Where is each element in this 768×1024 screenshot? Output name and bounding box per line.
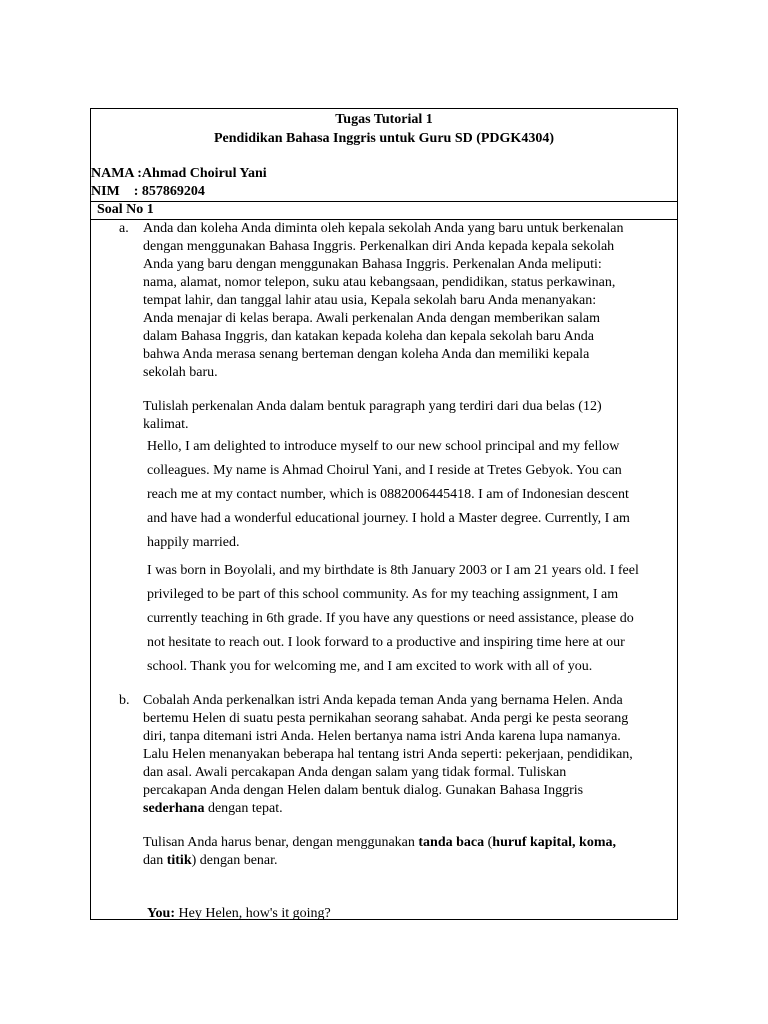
instruction-line: Tulislah perkenalan Anda dalam bentuk paragraph yang terdiri dari dua belas (12) bbox=[143, 399, 602, 414]
note-line-2 bbox=[143, 852, 616, 870]
question-b-line: Lalu Helen menanyakan beberapa hal tentang istri Anda seperti: pekerjaan, pendidikan, bbox=[143, 747, 633, 762]
answer-line: reach me at my contact number, which is 0882006445418. I am of Indonesian descent bbox=[147, 487, 629, 502]
question-a-line: dengan menggunakan Bahasa Inggris. Perkenalkan diri Anda kepada kepala sekolah bbox=[143, 239, 615, 254]
dialog-line bbox=[147, 905, 331, 923]
note-text: Tulisan Anda harus benar, dengan menggunakan bbox=[143, 835, 419, 850]
note-text: ) dengan benar. bbox=[191, 853, 278, 868]
soal-row bbox=[91, 201, 677, 220]
answer-line: not hesitate to reach out. I look forward to a productive and inspiring time here at our bbox=[147, 635, 625, 650]
dialog-text: Hey Helen, how's it going? bbox=[175, 906, 331, 921]
document-table bbox=[90, 108, 678, 920]
answer-line: and have had a wonderful educational journey. I hold a Master degree. Currently, I am bbox=[147, 511, 630, 526]
question-a-line: Anda dan koleha Anda diminta oleh kepala sekolah Anda yang baru untuk berkenalan bbox=[143, 221, 624, 236]
question-b-line: Cobalah Anda perkenalkan istri Anda kepada teman Anda yang bernama Helen. Anda bbox=[143, 693, 623, 708]
note-bold: tanda baca bbox=[418, 835, 485, 850]
header-cell bbox=[91, 109, 677, 202]
document-title: Tugas Tutorial 1 bbox=[335, 112, 433, 127]
question-a-line: tempat lahir, dan tanggal lahir atau usia, Kepala sekolah baru Anda menanyakan: bbox=[143, 293, 597, 308]
question-a-line: Anda menajar di kelas berapa. Awali perkenalan Anda dengan memberikan salam bbox=[143, 311, 601, 326]
question-a-line: Anda yang baru dengan menggunakan Bahasa Inggris. Perkenalan Anda meliputi: bbox=[143, 257, 602, 272]
answer-line: I was born in Boyolali, and my birthdate is 8th January 2003 or I am 21 years old. I feel bbox=[147, 563, 639, 578]
answer-line: privileged to be part of this school community. As for my teaching assignment, I am bbox=[147, 587, 619, 602]
question-a-marker: a. bbox=[119, 221, 129, 236]
instruction-line: kalimat. bbox=[143, 417, 189, 432]
course-title: Pendidikan Bahasa Inggris untuk Guru SD (PDGK4304) bbox=[214, 131, 554, 146]
answer-line: happily married. bbox=[147, 535, 240, 550]
answer-line: currently teaching in 6th grade. If you have any questions or need assistance, please do bbox=[147, 611, 634, 626]
note-bold: titik bbox=[166, 853, 192, 868]
question-b-line: percakapan Anda dengan Helen dalam bentuk dialog. Gunakan Bahasa Inggris bbox=[143, 783, 584, 798]
question-b-line: dan asal. Awali percakapan Anda dengan salam yang tidak formal. Tuliskan bbox=[143, 765, 567, 780]
note-line-1 bbox=[143, 834, 616, 852]
question-a-instruction bbox=[143, 398, 602, 434]
dialog-speaker: You: bbox=[147, 906, 176, 921]
note-bold: huruf kapital, koma, bbox=[492, 835, 616, 850]
soal-label: Soal No 1 bbox=[97, 202, 154, 217]
question-b-text bbox=[143, 692, 633, 818]
note-text: dan bbox=[143, 853, 167, 868]
question-b-marker: b. bbox=[119, 693, 130, 708]
answer-paragraph-1 bbox=[147, 435, 630, 555]
question-b-line: diri, tanpa ditemani istri Anda. Helen bertanya nama istri Anda karena lupa namanya. bbox=[143, 729, 621, 744]
question-a-line: dalam Bahasa Inggris, dan katakan kepada koleha dan kepala sekolah baru Anda bbox=[143, 329, 594, 344]
bold-word: sederhana bbox=[143, 801, 205, 816]
answer-line: school. Thank you for welcoming me, and I am excited to work with all of you. bbox=[147, 659, 593, 674]
note-text: ( bbox=[484, 835, 493, 850]
line-rest: dengan tepat. bbox=[204, 801, 283, 816]
answer-line: colleagues. My name is Ahmad Choirul Yani, and I reside at Tretes Gebyok. You can bbox=[147, 463, 622, 478]
question-a-line: bahwa Anda merasa senang berteman dengan koleha Anda dan memiliki kepala bbox=[143, 347, 590, 362]
student-name: NAMA :Ahmad Choirul Yani bbox=[91, 166, 267, 181]
question-a-text bbox=[143, 220, 624, 382]
question-a-line: sekolah baru. bbox=[143, 365, 218, 380]
question-b-line: bertemu Helen di suatu pesta pernikahan seorang sahabat. Anda pergi ke pesta seorang bbox=[143, 711, 629, 726]
question-b-line-last bbox=[143, 800, 633, 818]
answer-paragraph-2 bbox=[147, 559, 639, 679]
answer-line: Hello, I am delighted to introduce myself to our new school principal and my fellow bbox=[147, 439, 620, 454]
student-nim: NIM : 857869204 bbox=[91, 184, 205, 199]
question-a-line: nama, alamat, nomor telepon, suku atau kebangsaan, pendidikan, status perkawinan, bbox=[143, 275, 616, 290]
question-b-note bbox=[143, 834, 616, 870]
